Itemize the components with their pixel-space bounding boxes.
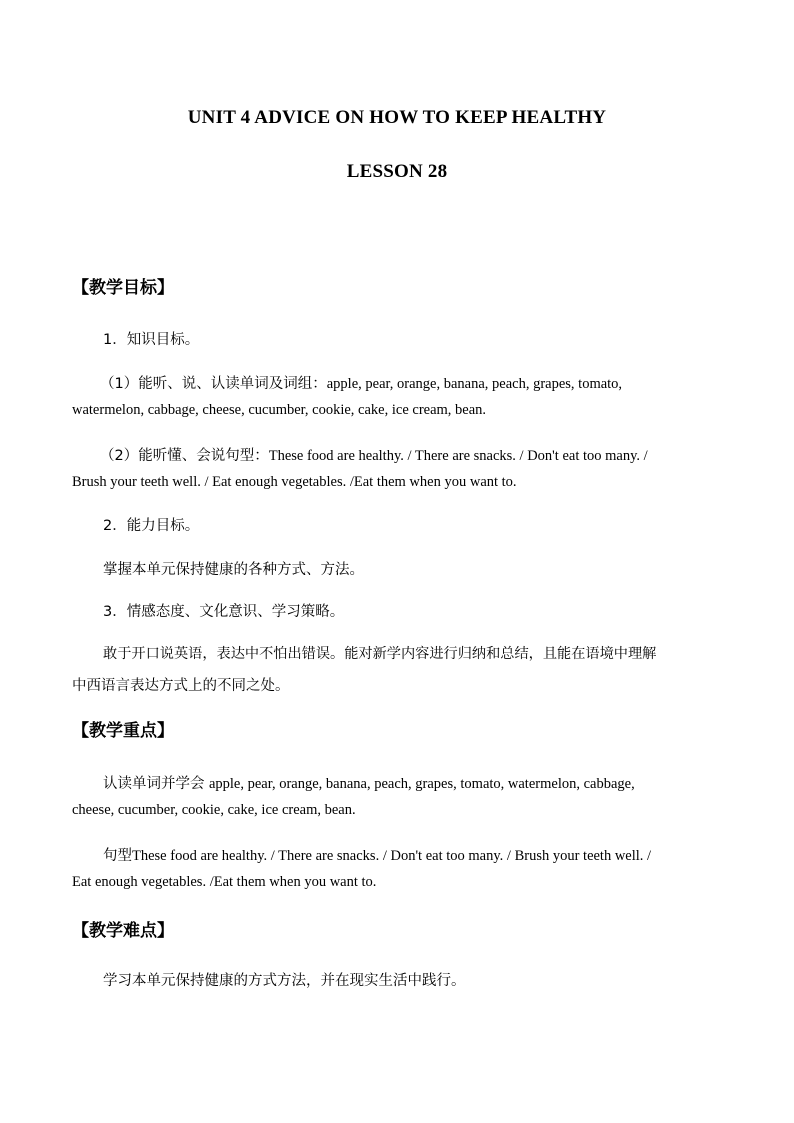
objective-vocab-cn: （1）能听、说、认读单词及词组： [100,376,327,392]
objective-knowledge: 1．知识目标。 [103,332,200,348]
objective-attitude-text-line1: 敢于开口说英语，表达中不怕出错误。能对新学内容进行归纳和总结，且能在语境中理解 [103,646,657,662]
objective-attitude: 3．情感态度、文化意识、学习策略。 [103,604,345,620]
difficulties-heading: 【教学难点】 [72,921,174,941]
key-points-sentences-cn: 句型 [103,848,132,864]
key-points-vocab-line2: cheese, cucumber, cookie, cake, ice cream, bean. [72,802,356,818]
objective-sentences-cn: （2）能听懂、会说句型： [100,448,269,464]
objective-attitude-text-line2: 中西语言表达方式上的不同之处。 [72,678,290,694]
key-points-sentences-line1 [103,844,651,865]
objective-ability-text: 掌握本单元保持健康的各种方式、方法。 [103,562,364,578]
objective-ability: 2．能力目标。 [103,518,200,534]
key-points-sentences-en: These food are healthy. / There are snacks. / Don't eat too many. / Brush your teeth well. / [132,848,652,864]
difficulties-text: 学习本单元保持健康的方式方法，并在现实生活中践行。 [103,973,466,989]
objective-vocab-line2: watermelon, cabbage, cheese, cucumber, cookie, cake, ice cream, bean. [72,402,487,418]
unit-title: UNIT 4 ADVICE ON HOW TO KEEP HEALTHY [187,107,607,128]
objectives-heading: 【教学目标】 [72,278,174,298]
key-points-heading: 【教学重点】 [72,721,174,741]
key-points-vocab-line1 [103,772,635,793]
key-points-vocab-cn: 认读单词并学会 [103,776,205,792]
key-points-vocab-words: apple, pear, orange, banana, peach, grapes, tomato, watermelon, cabbage, [208,776,635,792]
key-points-sentences-line2: Eat enough vegetables. /Eat them when you want to. [72,874,377,890]
lesson-title: LESSON 28 [346,161,448,182]
objective-vocab-words: apple, pear, orange, banana, peach, grapes, tomato, [326,376,623,392]
objective-vocab-line1 [100,372,622,393]
objective-sentences-en: These food are healthy. / There are snacks. / Don't eat too many. / [268,448,648,464]
objective-sentences-line2: Brush your teeth well. / Eat enough vegetables. /Eat them when you want to. [72,474,517,490]
objective-sentences-line1 [100,444,648,465]
